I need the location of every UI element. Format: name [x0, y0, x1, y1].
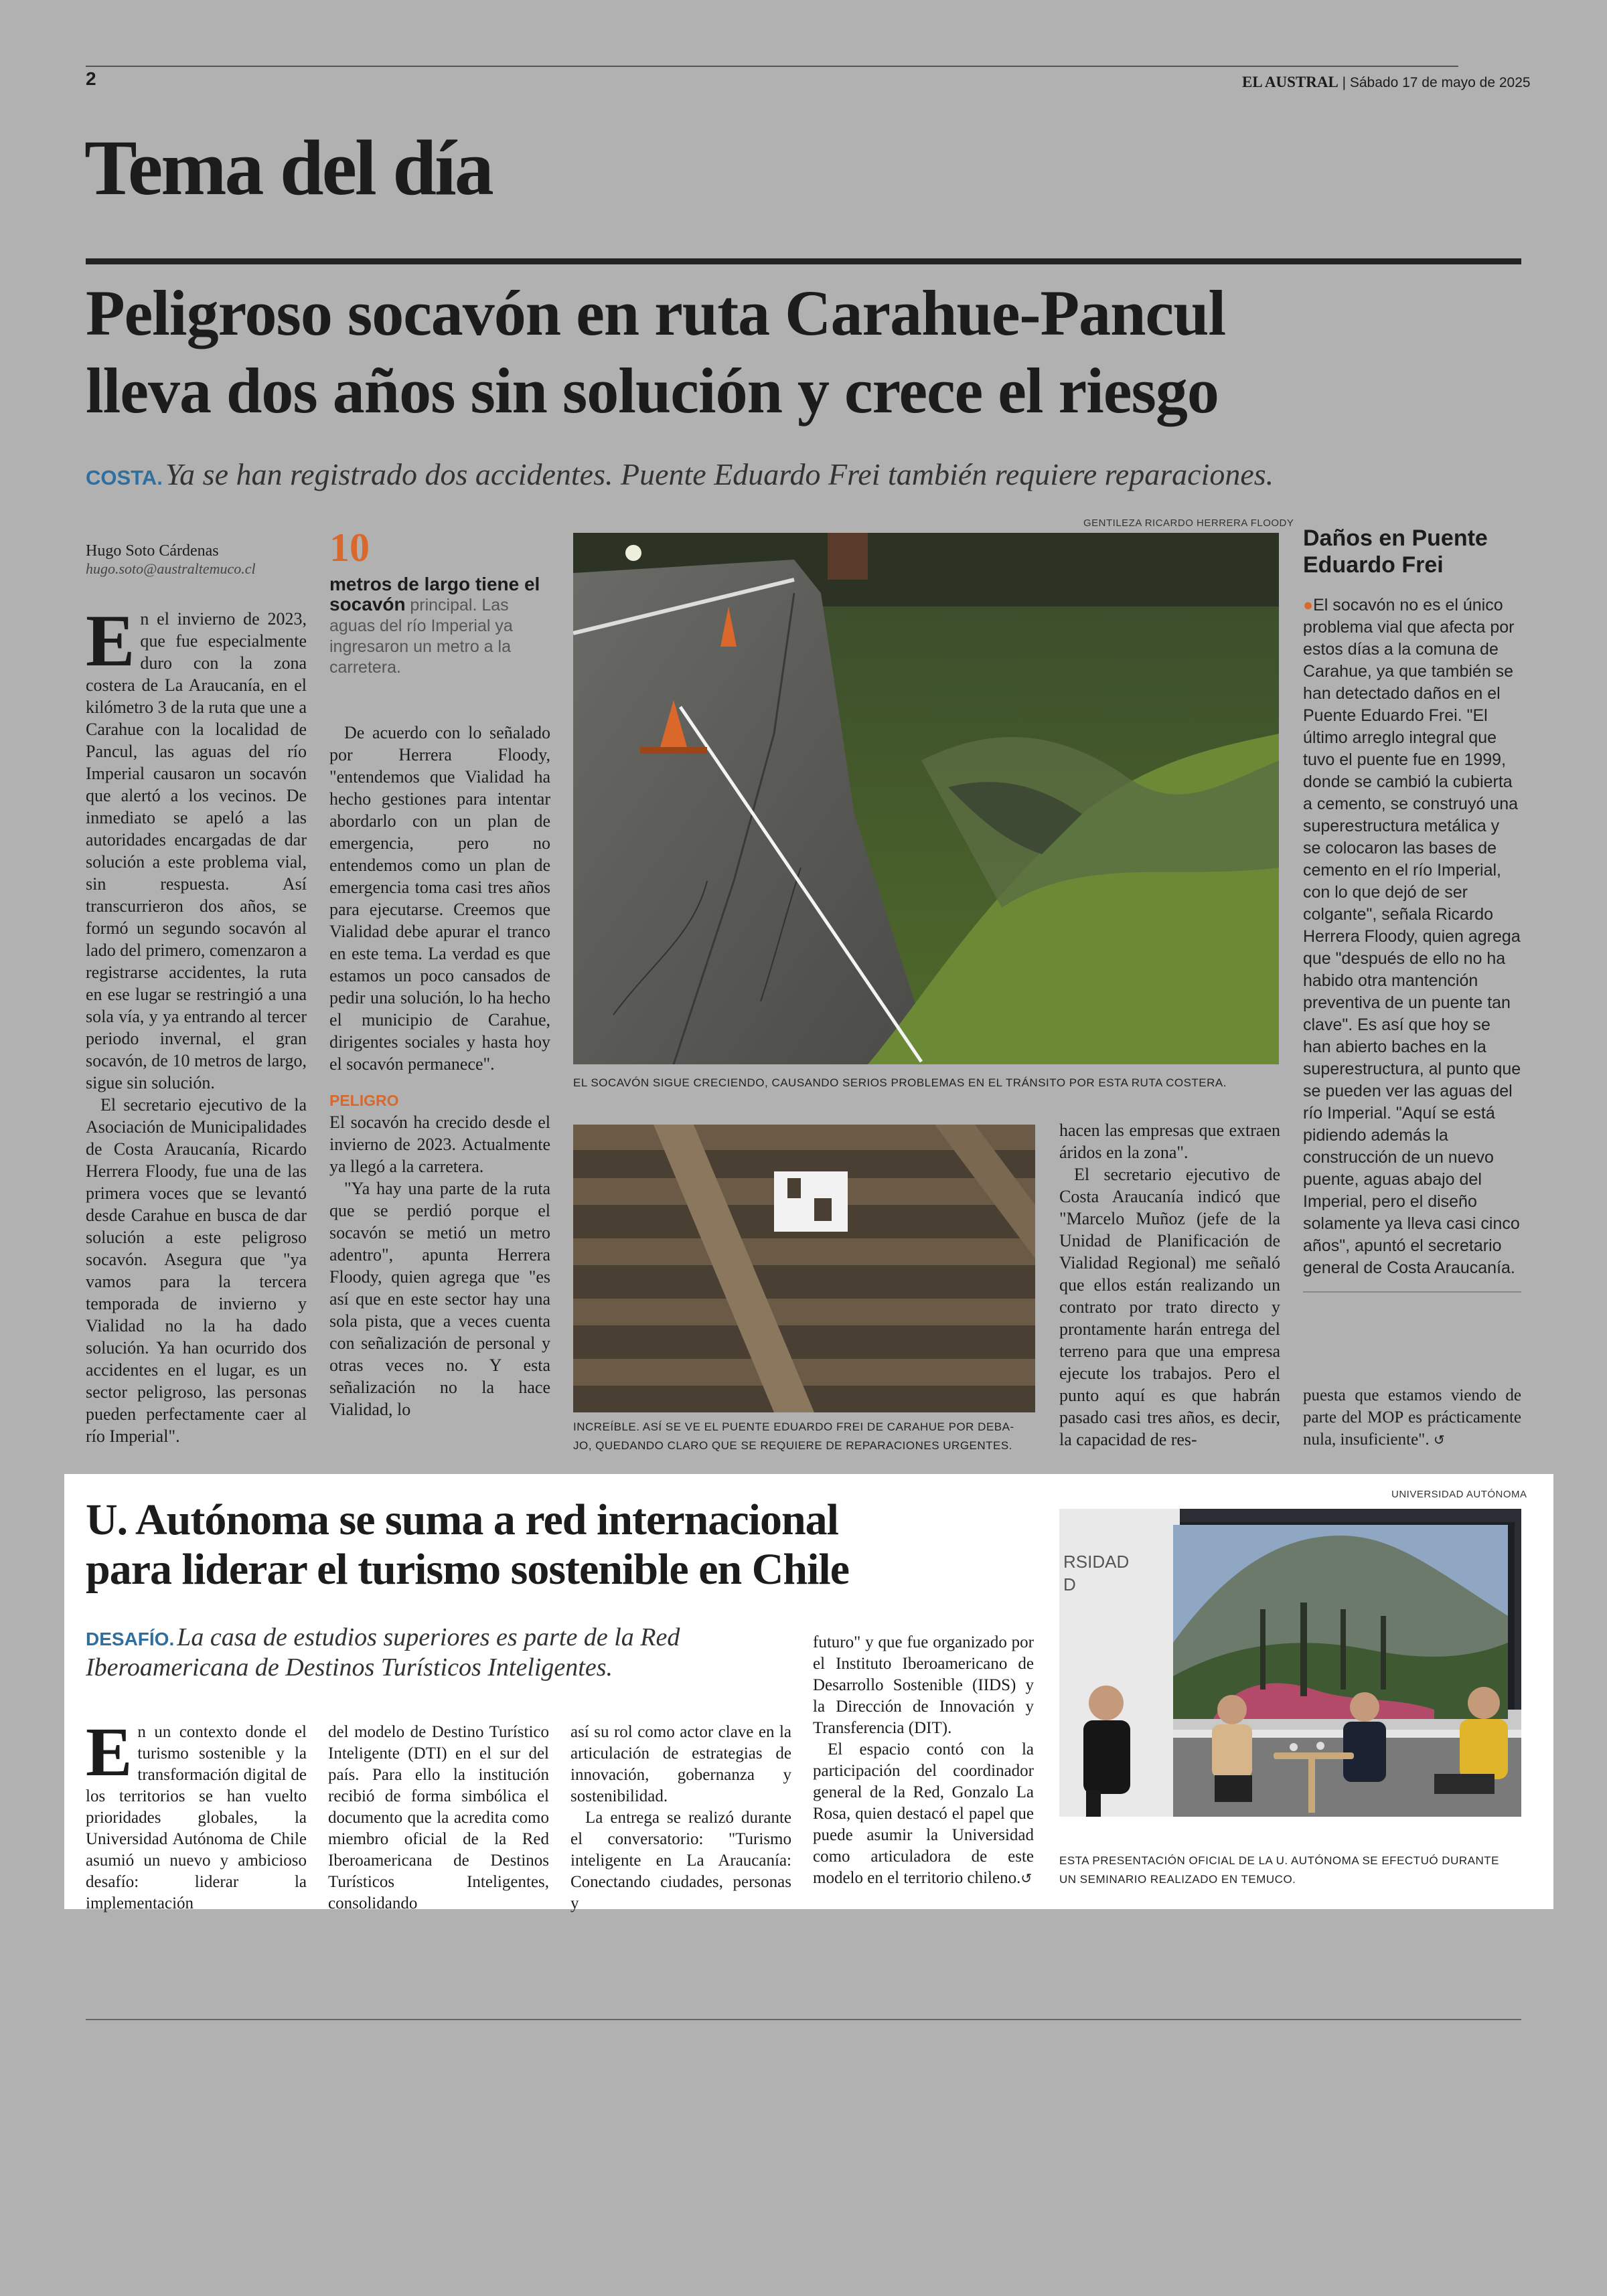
footer-rule	[86, 2019, 1521, 2020]
main-headline	[86, 274, 1225, 430]
article-col-4	[1059, 1119, 1280, 1451]
seminar-photo-svg	[1059, 1509, 1521, 1817]
article-col2-para1: De acuerdo con lo señalado por Herrera Floody, "entendemos que Vialidad ha hecho gestiones para intentar abordarlo con un plan de emergencia, pero no entendemos como un plan de emergencia toma casi tres años para ejecutarse. Creemos que Vialidad debe apurar el tranco en este tema. La verdad es que estamos un poco cansados de pedir una solución, lo ha hecho el municipio de Carahue, dirigentes sociales y hasta hoy el socavón permanece".	[329, 723, 550, 1074]
article-col2-para3: "Ya hay una parte de la ruta que se perdió porque el socavón se metió un metro adentro", apunta Herrera Floody, quien agrega que "es así que en este sector hay una sola pista, que a veces cuenta con señalización de personal y otras veces no. Y esta señalización no la hace Vialidad, lo	[329, 1179, 550, 1419]
headline-top-rule	[86, 258, 1521, 264]
article-end-text: puesta que estamos viendo de parte del MOP es prácticamente nula, insuficiente".	[1303, 1386, 1521, 1449]
article-col-5-end	[1303, 1384, 1521, 1451]
photo-road-sinkhole	[573, 533, 1279, 1064]
fact-number: 10	[329, 525, 370, 570]
second-end-mark-icon: ↺	[1020, 1870, 1032, 1886]
article-col1-para1	[86, 600, 307, 1094]
second-photo-credit: UNIVERSIDAD AUTÓNOMA	[1391, 1489, 1527, 1500]
second-col2-text: del modelo de Destino Turístico Inteligente (DTI) en el sur del país. Para ello la institución recibió de forma simbólica el documento que la acredita como miembro oficial de la Red Iberoamericana de Destinos Turísticos Inteligentes, consolidando	[328, 1723, 549, 1912]
photo1-caption: EL SOCAVÓN SIGUE CRECIENDO, CAUSANDO SERIOS PROBLEMAS EN EL TRÁNSITO POR ESTA RUTA COSTERA.	[573, 1076, 1227, 1089]
second-headline-line1: U. Autónoma se suma a red internacional	[86, 1495, 838, 1544]
photo2-caption	[573, 1418, 1014, 1455]
main-kicker-text: Ya se han registrado dos accidentes. Puente Eduardo Frei también requiere reparaciones.	[165, 457, 1274, 491]
second-col3-para2: La entrega se realizó durante el conversatorio: "Turismo inteligente en La Araucanía: Conectando ciudades, personas y	[570, 1809, 791, 1912]
newspaper-name: EL AUSTRAL	[1242, 74, 1338, 90]
issue-date: | Sábado 17 de mayo de 2025	[1342, 75, 1531, 90]
second-dropcap: E	[86, 1714, 133, 1791]
sidebar-bullet: ●	[1303, 596, 1314, 614]
article-col-1	[86, 600, 307, 1447]
sidebar-title: Daños en Puente Eduardo Frei	[1303, 525, 1488, 578]
second-col-3	[570, 1722, 791, 1914]
panelist-2	[1212, 1695, 1252, 1802]
second-kicker-label: DESAFÍO.	[86, 1629, 175, 1649]
fact-rest: principal. Las aguas del río Imperial ya ingresaron un metro a la carretera.	[329, 596, 513, 677]
dropcap: E	[86, 600, 135, 681]
second-kicker-line1: La casa de estudios superiores es parte de la Red	[177, 1623, 680, 1651]
author-name: Hugo Soto Cárdenas	[86, 542, 219, 560]
author-email[interactable]: hugo.soto@australtemuco.cl	[86, 560, 256, 577]
second-col4-para2	[813, 1739, 1034, 1889]
article-col4-para1: hacen las empresas que extraen áridos en la zona".	[1059, 1121, 1280, 1162]
sidebar-body: El socavón no es el único problema vial que afecta por estos días a la comuna de Carahue, ya que también se han detectado daños en el Puente Eduardo Frei. "El último arreglo integral que tuvo el puente fue en 1999, donde se cambió la cubierta a cemento, se construyó una superestructura metálica y se colocaron las bases de cemento en el río Imperial, con lo que dejó de ser colgante", señala Ricardo Herrera Floody, quien agrega que "después de ello no ha habido otra mantención preventiva de un puente tan clave". Es así que hoy se han abierto baches en la superestructura, al punto que se pueden ver las aguas del río Imperial. "Aquí se está pidiendo además la construcción de un nuevo puente, aguas abajo del Imperial, pero el diseño solamente ya lleva casi cinco años", apuntó el secretario general de Costa Araucanía.	[1303, 596, 1521, 1277]
article-col2-para2: El socavón ha crecido desde el invierno de 2023. Actualmente ya llegó a la carretera.	[329, 1113, 550, 1176]
road-photo-svg	[573, 533, 1279, 1064]
main-headline-line1: Peligroso socavón en ruta Carahue-Pancul	[86, 277, 1226, 349]
subhead-peligro: PELIGRO	[329, 1092, 399, 1109]
sidebar-end-rule	[1303, 1291, 1521, 1293]
second-col1-text	[86, 1714, 307, 1914]
newspaper-masthead	[1242, 74, 1531, 91]
second-headline	[86, 1495, 849, 1594]
second-col-1	[86, 1714, 307, 1914]
second-col-2	[328, 1722, 549, 1914]
second-col3-para1: así su rol como actor clave en la articulación de estrategias de innovación, gobernanza y sostenibilidad.	[570, 1723, 791, 1805]
sidebar-text	[1303, 594, 1521, 1279]
article-end-para	[1303, 1384, 1521, 1451]
second-photo-caption-line2: UN SEMINARIO REALIZADO EN TEMUCO.	[1059, 1873, 1296, 1886]
second-headline-line2: para liderar el turismo sostenible en Chile	[86, 1545, 850, 1594]
photo2-caption-line1: INCREÍBLE. ASÍ SE VE EL PUENTE EDUARDO FREI DE CARAHUE POR DEBA-	[573, 1420, 1014, 1433]
second-photo-caption-line1: ESTA PRESENTACIÓN OFICIAL DE LA U. AUTÓNOMA SE EFECTUÓ DURANTE	[1059, 1854, 1499, 1867]
page-number: 2	[86, 68, 96, 89]
main-headline-line2: lleva dos años sin solución y crece el riesgo	[86, 355, 1219, 426]
main-kicker-label: COSTA.	[86, 466, 163, 489]
second-kicker-line2: Iberoamericana de Destinos Turísticos Inteligentes.	[86, 1653, 613, 1682]
byline	[86, 542, 300, 578]
photo1-credit: GENTILEZA RICARDO HERRERA FLOODY	[1083, 517, 1294, 529]
second-kicker	[86, 1623, 680, 1683]
article-col1-para2: El secretario ejecutivo de la Asociación de Municipalidades de Costa Araucanía, Ricardo Herrera Floody, fue una de las primera voces que se levantó desde Carahue en busca de dar solución a este peligroso socavón. Asegura que "ya vamos para la tercera temporada de invierno y Vialidad no la ha dado solución. Ya han ocurrido dos accidentes en el lugar, es un sector peligroso, las personas pueden perfectamente caer al río Imperial".	[86, 1095, 307, 1446]
second-col-4	[813, 1632, 1034, 1889]
article-col-2	[329, 526, 550, 1420]
fact-bold: metros de largo tiene el socavón	[329, 574, 540, 614]
screen-text-line2: D	[1063, 1574, 1076, 1594]
fact-box	[329, 574, 550, 677]
article-col4-para2: El secretario ejecutivo de Costa Araucanía indicó que "Marcelo Muñoz (jefe de la Unidad de Planificación de Vialidad Regional) me señaló que ellos están realizando un contrato por trato directo y prontamente harán entrega del terreno para que una empresa ejecute los trabajos. Pero el punto aquí es que habrán pasado casi tres años, es decir, la capacidad de res-	[1059, 1165, 1280, 1449]
col1-text: n el invierno de 2023, que fue especialmente duro con la zona costera de La Araucanía, en el kilómetro 3 de la ruta que une a Carahue con la localidad de Pancul, las aguas del río Imperial causaron un socavón que alertó a los vecinos. De inmediato se apeló a las autoridades encargadas de dar solución a este problema vial, sin respuesta. Así transcurrieron dos años, se formó un segundo socavón al lado del primero, comenzaron a registrarse accidentes, la ruta en ese lugar se restringió a una sola vía, y ya entrando al tercer periodo invernal, el gran socavón, de 10 metros de largo, sigue sin solución.	[86, 609, 307, 1092]
second-col4-para1: futuro" y que fue organizado por el Instituto Iberoamericano de Desarrollo Sostenible (IIDS) y la Dirección de Innovación y Transferencia (DIT).	[813, 1633, 1034, 1737]
bridge-photo-svg	[573, 1125, 1035, 1412]
section-title: Tema del día	[84, 124, 492, 212]
main-kicker	[86, 457, 1274, 492]
photo-seminar	[1059, 1509, 1521, 1817]
screen-text-line1: RSIDAD	[1063, 1552, 1130, 1572]
end-mark-icon: ↺	[1433, 1432, 1445, 1448]
header-rule	[86, 66, 1458, 67]
sidebar-puente	[1303, 525, 1521, 1293]
photo2-caption-line2: JO, QUEDANDO CLARO QUE SE REQUIERE DE REPARACIONES URGENTES.	[573, 1439, 1012, 1452]
second-story-panel	[64, 1474, 1553, 1912]
second-col1-body: n un contexto donde el turismo sostenible y la transformación digital de los territorios se han vuelto prioridades globales, la Universidad Autónoma de Chile asumió un nuevo y ambicioso desafío: liderar la implementación	[86, 1723, 307, 1912]
second-col4-body: El espacio contó con la participación del coordinador general de la Red, Gonzalo La Rosa, quien destacó el papel que puede asumir la Universidad como articuladora de este modelo en el territorio chileno.	[813, 1740, 1034, 1887]
photo-bridge	[573, 1125, 1035, 1412]
second-photo-caption	[1059, 1852, 1499, 1889]
